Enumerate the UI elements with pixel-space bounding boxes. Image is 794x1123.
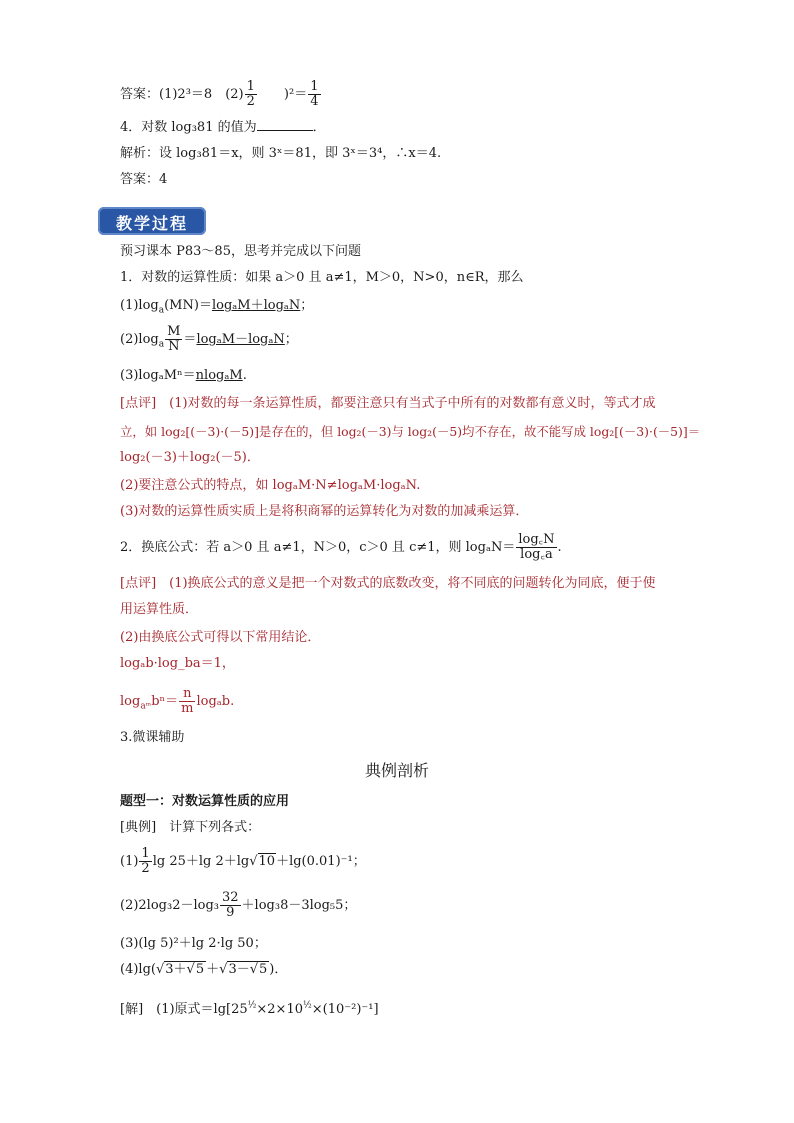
answer-part-3: )²＝ (283, 87, 308, 102)
property-2-change-of-base: 2．换底公式：若 a＞0 且 a≠1，N＞0，c＞0 且 c≠1，则 logₐN＝ $\frac{\log꜀N}{\log꜀a}$ . (120, 532, 562, 562)
comment-2-line-5: $\log_{aᵐ}b^n=$ $\frac{n}{m}$ logₐb. (120, 686, 235, 716)
comment-1-line-2: 立，如 log₂[(－3)·(－5)]是存在的，但 log₂(－3)与 log₂(－5)均不存在，故不能写成 log₂[(－3)·(－5)]＝ (120, 424, 701, 439)
comment-2-line-2: 用运算性质． (120, 602, 199, 617)
rule-3-answer: nlogₐM (195, 368, 243, 383)
answer-line-2: 答案：4 (120, 172, 168, 187)
fraction-n-over-m: $\frac{n}{m}$ (181, 686, 194, 716)
solution-line: [解] (1)原式$=\lg[25^{\frac{1}{2}}\times 2\times 10^{\frac{1}{2}}\times(10^{-2})^{-1}]$ (120, 1000, 379, 1017)
analysis-line: 解析：设 log₃81＝x，则 3ˣ＝81，即 3ˣ＝3⁴，∴x＝4. (120, 146, 442, 161)
preview-instruction: 预习课本 P83～85，思考并完成以下问题 (120, 244, 361, 259)
comment-2-line-1: [点评] (1)换底公式的意义是把一个对数式的底数改变，将不同底的问题转化为同底，便于使 (120, 576, 656, 591)
rule-1-answer: logₐM＋logₐN (211, 298, 301, 313)
comment-1-line-4: (2)要注意公式的特点，如 logₐM·N≠logₐM·logₐN. (120, 478, 421, 493)
sqrt-3-plus-sqrt-5: 3＋√5 (165, 962, 205, 977)
exercise-1: (1) $\frac{1}{2}$ lg 25＋lg 2＋lg√10＋lg(0.01)⁻¹； (120, 846, 366, 876)
answer-line-1 (120, 80, 322, 109)
question-4: 4．对数 log₃81 的值为 ． (120, 120, 326, 135)
comment-1-line-5: (3)对数的运算性质实质上是将积商幂的运算转化为对数的加减乘运算． (120, 504, 529, 519)
exercise-2: (2)2log₃2－log₃ $\frac{32}{9}$ ＋log₃8－3log₅5； (120, 890, 357, 920)
fraction-32-over-9: $\frac{32}{9}$ (222, 890, 239, 920)
comment-2-line-3: (2)由换底公式可得以下常用结论． (120, 630, 321, 645)
teaching-process-banner (98, 207, 206, 235)
micro-lesson-line: 3.微课辅助 (120, 730, 185, 745)
rule-1: $(1)\log_a(MN)=\log_aM+\log_aN$； (120, 298, 314, 316)
fraction-quarter: $\frac{1}{4}$ (310, 79, 319, 109)
sqrt-3-minus-sqrt-5: 3－√5 (228, 962, 268, 977)
type-1-heading: 题型一：对数运算性质的应用 (120, 794, 290, 809)
fraction-half-ex1: $\frac{1}{2}$ (141, 846, 150, 876)
comment-1-line-3: log₂(－3)＋log₂(－5)． (120, 450, 260, 465)
property-1-heading: 1．对数的运算性质：如果 a＞0 且 a≠1，M＞0，N>0，n∈R，那么 (120, 270, 524, 285)
exercise-4: (4)lg(√3＋√5 ＋√3－√5 )． (120, 962, 288, 977)
comment-2-line-4: logₐb·log_ba＝1， (120, 656, 235, 671)
rule-2: $(2)\log_a$ $\frac{M}{N}$ ＝logₐM－logₐN； (120, 324, 298, 354)
section-title: 典例剖析 (364, 761, 429, 780)
answer-label: 答案： (120, 87, 160, 102)
sqrt-10: 10 (258, 854, 276, 869)
rule-3: (3)logₐMⁿ＝nlogₐM. (120, 368, 247, 383)
rule-2-answer: logₐM－logₐN (196, 332, 285, 347)
fraction-half: $\frac{1}{2}$ (246, 79, 255, 109)
fraction-change-of-base: $\frac{\log꜀N}{\log꜀a}$ (518, 532, 555, 562)
banner-label: 教学过程 (115, 214, 188, 233)
comment-1-line-1: [点评] (1)对数的每一条运算性质，都要注意只有当式子中所有的对数都有意义时，等式才成 (120, 396, 656, 411)
answer-part-2: (2) (225, 87, 244, 102)
answer-part-1: (1)2³＝8 (159, 87, 213, 102)
fraction-m-over-n: $\frac{M}{N}$ (167, 324, 181, 354)
exercise-3: (3)(lg 5)²＋lg 2·lg 50； (120, 936, 267, 951)
example-intro: [典例] 计算下列各式： (120, 820, 261, 835)
answer-blank (257, 118, 313, 131)
